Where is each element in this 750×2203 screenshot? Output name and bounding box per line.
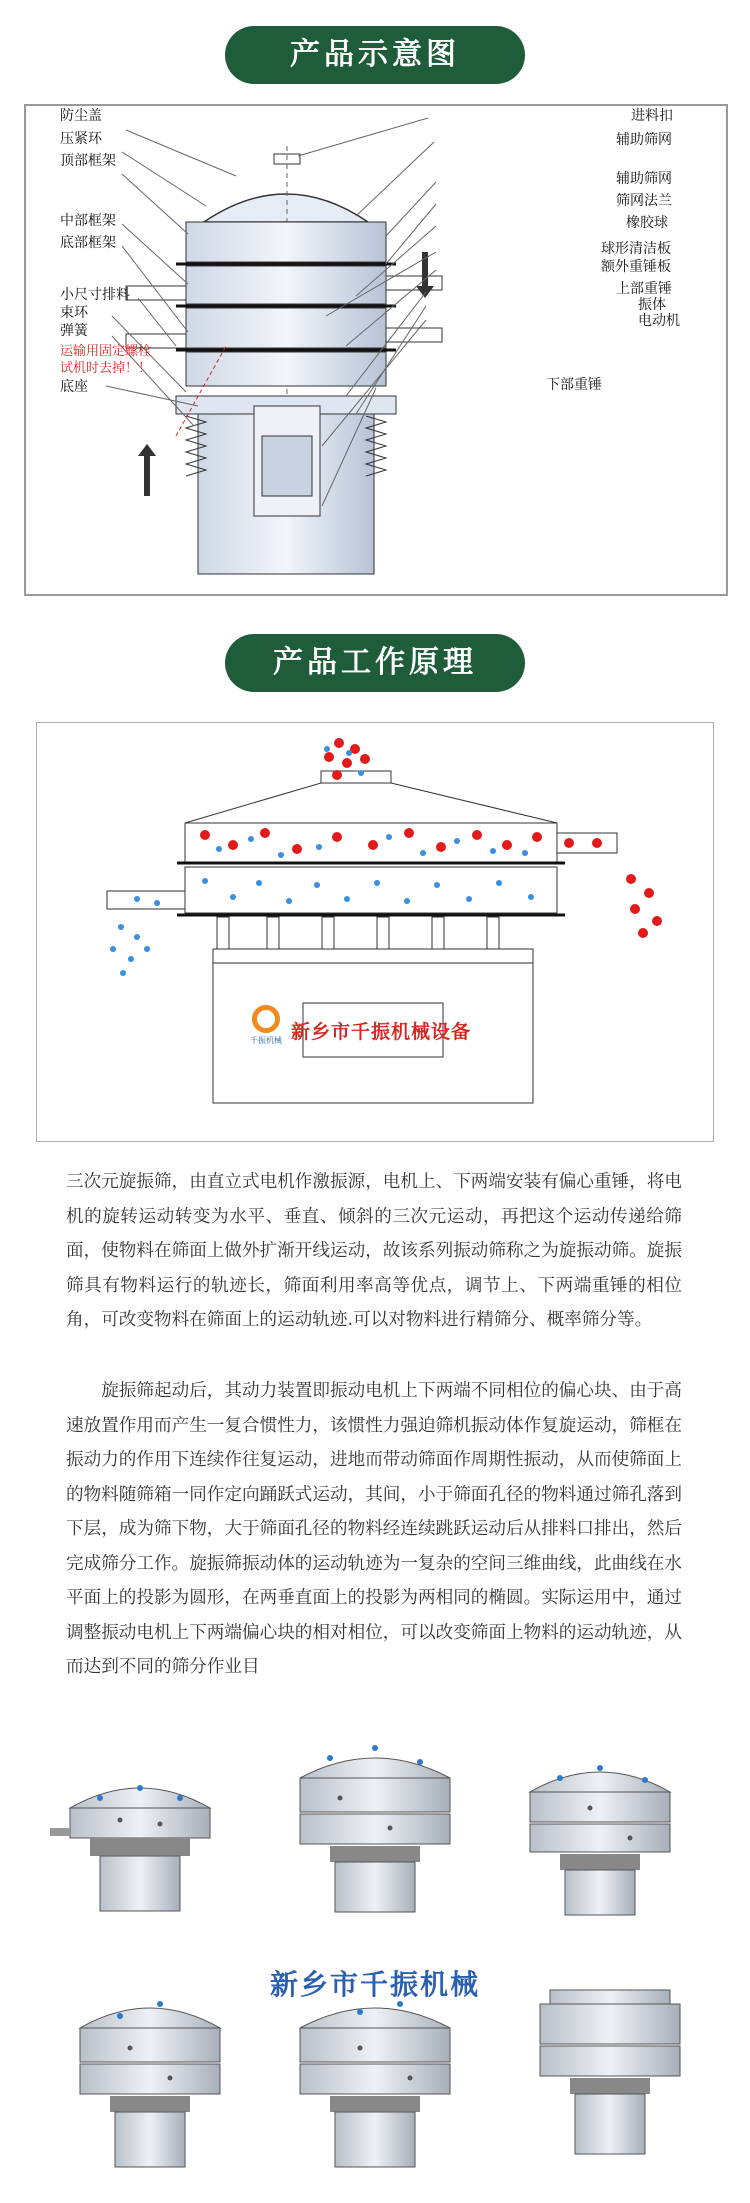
motion-gallery: [30, 1728, 720, 2183]
label-vibrating-body: 振体: [638, 297, 666, 313]
label-band-clamp: 束环: [60, 305, 88, 321]
description-paragraph-1: 三次元旋振筛，由直立式电机作激振源，电机上、下两端安装有偏心重锤，将电机的旋转运动转变为水平、垂直、倾斜的三次元运动，再把这个运动传递给筛面，使物料在筛面上做外扩渐开线运动，故该系列振动筛称之为旋振动筛。旋振筛具有物料运行的轨迹长，筛面利用率高等优点，调节上、下两端重锤的相位角，可改变物料在筛面上的运动轨迹.可以对物料进行精筛分、概率筛分等。: [66, 1172, 682, 1330]
label-clamp-ring: 压紧环: [60, 131, 102, 147]
label-aux-screen-2: 辅助筛网: [616, 171, 672, 187]
label-screen-flange: 筛网法兰: [616, 193, 672, 209]
material-flow-drawing: [37, 723, 713, 1141]
label-ball-cleaning-tray: 球形清洁板: [601, 241, 671, 257]
note-remove-before-test: 试机时去掉！！: [60, 361, 152, 376]
description-paragraph-2: 旋振筛起动后，其动力装置即振动电机上下两端不同相位的偏心块、由于高速放置作用而产生一复合惯性力，该惯性力强迫筛机振动体作复旋运动，筛框在振动力的作用下连续作往复运动，进地而带动筛面作周期性振动，从而使筛面上的物料随筛箱一同作定向踊跃式运动，其间，小于筛面孔径的物料通过筛孔落到下层，成为筛下物，大于筛面孔径的物料经连续跳跃运动后从排料口排出，然后完成筛分工作。旋振筛振动体的运动轨迹为一复杂的空间三维曲线，此曲线在水平面上的投影为圆形，在两垂直面上的投影为两相同的椭圆。实际运用中，通过调整振动电机上下两端偏心块的相对相位，可以改变筛面上物料的运动轨迹，从而达到不同的筛分作业目: [66, 1381, 682, 1677]
label-aux-screen-1: 辅助筛网: [616, 132, 672, 148]
label-bottom-frame: 底部框架: [60, 235, 116, 251]
label-upper-weight: 上部重锤: [616, 281, 672, 297]
section-title-schematic: 产品示意图: [225, 26, 525, 84]
company-logo: [243, 1005, 289, 1055]
label-middle-frame: 中部框架: [60, 213, 116, 229]
logo-text: 千振机械: [250, 1036, 282, 1045]
principle-diagram: [36, 722, 714, 1142]
machine-5: [300, 2008, 450, 2167]
machine-4: [80, 2008, 220, 2167]
machine-6: [540, 1990, 680, 2154]
label-top-frame: 顶部框架: [60, 153, 116, 169]
label-lower-weight: 下部重锤: [546, 377, 602, 393]
label-base: 底座: [60, 379, 88, 395]
sifter-motion-illustrations: [30, 1728, 720, 2183]
label-extra-weight-plate: 额外重锤板: [601, 259, 671, 275]
label-spring: 弹簧: [60, 323, 88, 339]
section-title-principle: 产品工作原理: [225, 634, 525, 692]
label-motor: 电动机: [638, 313, 680, 329]
company-name: 新乡市千振机械设备: [291, 1021, 472, 1043]
schematic-diagram: [24, 104, 728, 596]
gallery-watermark: 新乡市千振机械: [269, 1968, 480, 2001]
label-feed-inlet: 进料扣: [631, 108, 673, 124]
label-rubber-ball: 橡胶球: [626, 215, 668, 231]
label-dust-cover: 防尘盖: [60, 108, 102, 124]
machine-2: [300, 1758, 450, 1912]
label-small-discharge: 小尺寸排料: [60, 287, 130, 303]
note-transport-bolt: 运输用固定螺栓: [60, 344, 152, 359]
machine-1: [50, 1788, 210, 1911]
machine-3: [530, 1772, 670, 1915]
